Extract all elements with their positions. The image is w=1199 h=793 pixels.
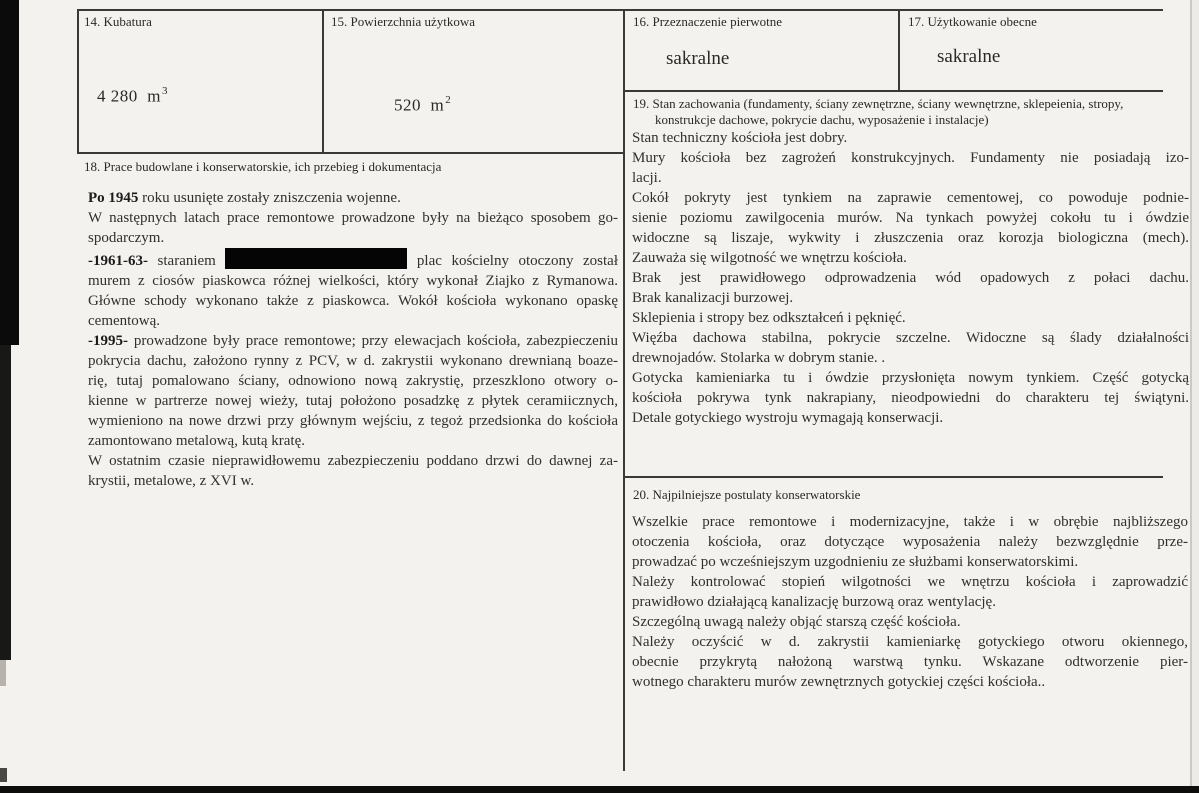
text-segment: krystii, metalowe, z XVI w. bbox=[88, 473, 255, 489]
text-line bbox=[632, 632, 1188, 652]
text-line bbox=[88, 411, 618, 431]
text-line bbox=[632, 552, 1188, 572]
text-segment-bold: -1995- bbox=[88, 333, 128, 349]
text-line bbox=[632, 168, 1189, 188]
text-line bbox=[88, 331, 618, 351]
text-line bbox=[632, 268, 1189, 288]
text-segment: kościoła pokrywa tynk nakrapiany, nieodpowiedni do charakteru tej świątyni. bbox=[632, 390, 1189, 406]
text-segment: Stan techniczny kościoła jest dobry. bbox=[632, 130, 848, 146]
text-line bbox=[632, 348, 1189, 368]
field-18-label: 18. Prace budowlane i konserwatorskie, ich przebieg i dokumentacja bbox=[84, 159, 442, 174]
text-segment: wotnego charakteru murów zewnętrznych gotyckiej części kościoła.. bbox=[632, 674, 1046, 690]
scan-page-right-margin bbox=[1192, 0, 1199, 793]
box19-bottom-border bbox=[623, 476, 1163, 478]
text-line bbox=[632, 188, 1189, 208]
text-line bbox=[632, 512, 1188, 532]
text-segment: Główne schody wykonano także z piaskowca. Wokół kościoła wykonano opaskę bbox=[88, 293, 618, 309]
scan-edge-left-tail bbox=[0, 345, 11, 660]
redaction-bar bbox=[225, 248, 407, 269]
text-line bbox=[632, 148, 1189, 168]
text-line bbox=[632, 308, 1189, 328]
field-17-label: 17. Użytkowanie obecne bbox=[908, 14, 1037, 29]
text-segment: Gotycka kamieniarka tu i ówdzie przysłonięta nowym tynkiem. Część gotycką bbox=[632, 370, 1189, 386]
text-line bbox=[632, 592, 1188, 612]
cell16-17-divider bbox=[898, 9, 900, 92]
text-segment: staraniem bbox=[148, 253, 226, 269]
text-segment: Cokół pokryty jest tynkiem na zaprawie cementowej, co powoduje podnie- bbox=[632, 190, 1189, 206]
text-line bbox=[632, 208, 1189, 228]
text-segment: zamontowano metalową, kutą kratę. bbox=[88, 433, 306, 449]
text-segment: prawidłowo działającą kanalizację burzową oraz wentylację. bbox=[632, 594, 996, 610]
text-segment: prowadzać po wcześniejszym uzgodnieniu ze służbami konserwatorskimi. bbox=[632, 554, 1079, 570]
text-line bbox=[88, 228, 618, 248]
text-segment: W ostatnim czasie nieprawidłowemu zabezpieczeniu poddano drzwi do dawnej za- bbox=[88, 453, 618, 469]
cell14-15-bottom-border bbox=[77, 152, 624, 154]
scan-edge-left-mark bbox=[0, 768, 7, 782]
text-line bbox=[88, 371, 618, 391]
text-segment: lacji. bbox=[632, 170, 662, 186]
text-segment: wymieniono na nowe drzwi przy głównym wejściu, z tegoż przedsionka do kościoła bbox=[88, 413, 618, 429]
text-line bbox=[88, 291, 618, 311]
text-line bbox=[88, 271, 618, 291]
field-18-text bbox=[88, 188, 618, 491]
text-segment: Mury kościoła bez zagrożeń konstrukcyjnych. Fundamenty nie posiadają izo- bbox=[632, 150, 1189, 166]
text-line bbox=[632, 572, 1188, 592]
text-segment: Sklepienia i stropy bez odkształceń i pęknięć. bbox=[632, 310, 906, 326]
text-segment: cementową. bbox=[88, 313, 161, 329]
cubature-exponent: 3 bbox=[161, 85, 168, 97]
field-19-text bbox=[632, 128, 1189, 428]
field-14-value bbox=[97, 86, 167, 107]
area-exponent: 2 bbox=[445, 94, 452, 106]
field-17-value: sakralne bbox=[937, 46, 1001, 67]
text-segment: Należy oczyścić w d. zakrystii kamieniarkę gotyckiego otworu okiennego, bbox=[632, 634, 1188, 650]
text-line bbox=[88, 391, 618, 411]
text-segment: sienie poziomu zawilgocenia murów. Na tynkach powyżej cokołu tu i ówdzie bbox=[632, 210, 1189, 226]
cell14-15-divider bbox=[322, 9, 324, 154]
cell16-17-bottom-border bbox=[623, 90, 1163, 92]
text-segment: Wszelkie prace remontowe i modernizacyjne, także i w obrębie najbliższego bbox=[632, 514, 1188, 530]
text-segment: drewnojadów. Stolarka w dobrym stanie. . bbox=[632, 350, 886, 366]
text-segment: otoczenia kościoła, oraz dotyczące wyposażenia należy bezwzględnie prze- bbox=[632, 534, 1188, 550]
text-segment: Brak kanalizacji burzowej. bbox=[632, 290, 794, 306]
text-segment-bold: Po 1945 bbox=[88, 190, 139, 206]
text-segment: kienne w partrerze nowej wieży, tutaj położono posadzkę z płytek ceramiicznych, bbox=[88, 393, 618, 409]
text-segment: roku usunięte zostały zniszczenia wojenne. bbox=[138, 190, 401, 206]
text-segment: Szczególną uwagą należy objąć starszą część kościoła. bbox=[632, 614, 961, 630]
text-line bbox=[632, 328, 1189, 348]
text-line bbox=[632, 612, 1188, 632]
text-segment: W następnych latach prace remontowe prowadzone były na bieżąco sposobem go- bbox=[88, 210, 618, 226]
text-segment: murem z ciosów piaskowca różnej wielkości, który wykonał Ziajko z Rymanowa. bbox=[88, 273, 618, 289]
cubature-unit: m bbox=[147, 86, 161, 106]
text-segment: pokrycia dachu, założono rynny z PCV, w d. zakrystii wykonano drewnianą boaze- bbox=[88, 353, 618, 369]
text-line bbox=[632, 532, 1188, 552]
text-segment-bold: -1961-63- bbox=[88, 253, 148, 269]
field-16-label: 16. Przeznaczenie pierwotne bbox=[633, 14, 783, 29]
text-line bbox=[88, 208, 618, 228]
text-line bbox=[88, 188, 618, 208]
text-segment: Więźba dachowa stabilna, pokrycie szczelne. Widoczne są ślady działalności bbox=[632, 330, 1189, 346]
field-16-value: sakralne bbox=[666, 48, 730, 69]
text-segment: plac kościelny otoczony został bbox=[407, 253, 618, 269]
scan-edge-left-smudge bbox=[0, 660, 6, 686]
cell14-left-border bbox=[77, 9, 79, 154]
text-line bbox=[88, 431, 618, 451]
field-14-label: 14. Kubatura bbox=[84, 14, 152, 29]
field-20-text bbox=[632, 512, 1188, 692]
text-line bbox=[632, 388, 1189, 408]
text-line bbox=[88, 351, 618, 371]
table-top-border bbox=[77, 9, 1163, 11]
scan-edge-left-dark bbox=[0, 0, 19, 345]
column-divider bbox=[623, 9, 625, 771]
field-15-label: 15. Powierzchnia użytkowa bbox=[331, 14, 476, 29]
field-19-label-line1: 19. Stan zachowania (fundamenty, ściany zewnętrzne, ściany wewnętrzne, sklepeienia, stropy, bbox=[633, 96, 1124, 111]
text-segment: rię, tutaj pomalowano ściany, odnowiono nową zakrystię, przeszklono otwory o- bbox=[88, 373, 618, 389]
text-segment: prowadzone były prace remontowe; przy elewacjach kościoła, zabezpieczeniu bbox=[128, 333, 618, 349]
text-line bbox=[632, 288, 1189, 308]
text-line bbox=[88, 248, 618, 271]
scan-edge-bottom bbox=[0, 786, 1199, 793]
text-line bbox=[88, 471, 618, 491]
text-segment: Brak jest prawidłowego odprowadzenia wód opadowych z połaci dachu. bbox=[632, 270, 1189, 286]
text-line bbox=[632, 652, 1188, 672]
text-segment: obecnie przykrytą nałożoną warstwą tynku. Wskazane odtworzenie pier- bbox=[632, 654, 1188, 670]
text-line bbox=[632, 228, 1189, 248]
area-number: 520 bbox=[394, 95, 421, 115]
text-line bbox=[88, 451, 618, 471]
text-line bbox=[632, 368, 1189, 388]
cubature-number: 4 280 bbox=[97, 86, 138, 106]
text-line bbox=[632, 128, 1189, 148]
text-segment: Należy kontrolować stopień wilgotności we wnętrzu kościoła i zaprowadzić bbox=[632, 574, 1188, 590]
text-segment: Zauważa się wilgotność we wnętrzu kościoła. bbox=[632, 250, 907, 266]
text-line bbox=[632, 248, 1189, 268]
scan-page-edge-line bbox=[1190, 0, 1192, 793]
field-15-value bbox=[394, 95, 450, 116]
text-segment: widoczne są liszaje, wykwity i złuszczenia oraz korozja biologiczna (mech). bbox=[632, 230, 1189, 246]
text-line bbox=[88, 311, 618, 331]
field-19-label-line2: konstrukcje dachowe, pokrycie dachu, wyposażenie i instalacje) bbox=[655, 112, 989, 127]
field-20-label: 20. Najpilniejsze postulaty konserwatorskie bbox=[633, 487, 861, 502]
text-line bbox=[632, 408, 1189, 428]
text-segment: Detale gotyckiego wystroju wymagają konserwacji. bbox=[632, 410, 944, 426]
text-line bbox=[632, 672, 1188, 692]
text-segment: spodarczym. bbox=[88, 230, 165, 246]
area-unit: m bbox=[430, 95, 445, 115]
